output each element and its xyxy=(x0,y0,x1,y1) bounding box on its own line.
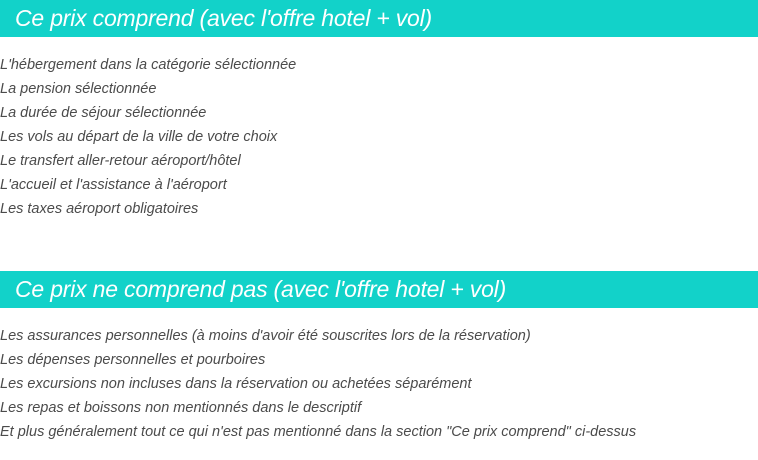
list-item: Et plus généralement tout ce qui n'est pas mentionné dans la section "Ce prix comprend" ci-dessus xyxy=(0,424,637,440)
excluded-section xyxy=(0,271,758,444)
included-list xyxy=(0,53,758,221)
excluded-title: Ce prix ne comprend pas (avec l'offre hotel + vol) xyxy=(15,276,507,302)
excluded-header-band xyxy=(0,271,758,308)
list-item: Les taxes aéroport obligatoires xyxy=(0,201,199,217)
list-item: La durée de séjour sélectionnée xyxy=(0,105,207,121)
included-title: Ce prix comprend (avec l'offre hotel + vol) xyxy=(15,5,433,31)
included-header-band xyxy=(0,0,758,37)
list-item: Les dépenses personnelles et pourboires xyxy=(0,352,266,368)
list-item: L'hébergement dans la catégorie sélectionnée xyxy=(0,57,297,73)
list-item: Les excursions non incluses dans la réservation ou achetées séparément xyxy=(0,376,472,392)
list-item: Les vols au départ de la ville de votre choix xyxy=(0,129,278,145)
list-item: Le transfert aller-retour aéroport/hôtel xyxy=(0,153,241,169)
list-item: Les repas et boissons non mentionnés dans le descriptif xyxy=(0,400,362,416)
list-item: L'accueil et l'assistance à l'aéroport xyxy=(0,177,227,193)
included-section xyxy=(0,0,758,221)
list-item: Les assurances personnelles (à moins d'avoir été souscrites lors de la réservation) xyxy=(0,328,531,344)
excluded-list xyxy=(0,324,758,444)
list-item: La pension sélectionnée xyxy=(0,81,157,97)
